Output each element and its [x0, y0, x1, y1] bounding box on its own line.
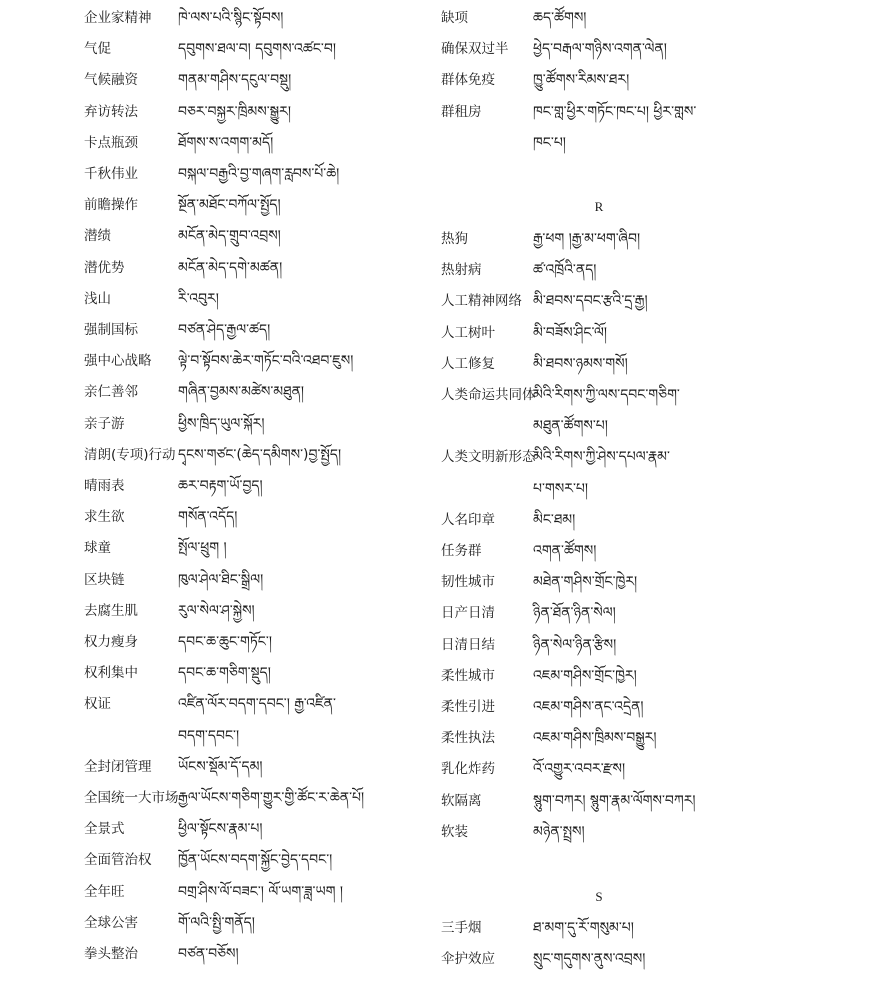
glossary-entry	[84, 569, 434, 591]
tibetan-translation: ཕྱིས་ཁྲིད་ཡུལ་སྐོར།	[178, 415, 265, 432]
tibetan-translation: གསོན་འདོད།	[178, 509, 238, 526]
glossary-entry	[441, 665, 871, 687]
glossary-entry	[441, 790, 871, 812]
chinese-term: 求生欲	[84, 509, 125, 526]
chinese-term: 人工树叶	[441, 324, 495, 341]
tibetan-translation: འགན་ཚོགས།	[533, 543, 597, 559]
glossary-entry	[84, 943, 434, 965]
tibetan-translation: མཉེན་སྤྲས།	[533, 823, 585, 840]
section-letter-s: S	[595, 889, 603, 904]
glossary-entry	[84, 7, 434, 29]
chinese-term: 热射病	[441, 262, 482, 279]
tibetan-translation: ཆར་བརྟག་ཡོ་བྱད།	[178, 478, 263, 494]
chinese-term: 卡点瓶颈	[84, 134, 138, 151]
glossary-entry	[441, 446, 871, 468]
glossary-entry	[84, 381, 434, 403]
glossary-entry	[84, 101, 434, 123]
tibetan-translation: སྙུག་བཀར། སྙུག་རྣམ་ལོགས་བཀར།	[533, 792, 696, 809]
tibetan-translation: ཁྱོན་ཡོངས་བདག་སྐྱོང་བྱེད་དབང་།	[178, 852, 333, 869]
tibetan-translation: ཆད་ཚོགས།	[533, 10, 587, 26]
chinese-term: 柔性执法	[441, 730, 495, 747]
tibetan-translation: པ་གསར་པ།	[533, 480, 588, 497]
tibetan-translation: རྒྱལ་ཡོངས་གཅིག་གྱུར་གྱི་ཚོང་ར་ཆེན་པོ།	[178, 790, 365, 806]
chinese-term: 群体免疫	[441, 72, 495, 89]
glossary-entry	[84, 194, 434, 216]
glossary-entry	[84, 600, 434, 622]
chinese-term: 潜优势	[84, 259, 125, 276]
tibetan-translation: མིའི་རིགས་ཀྱི་ལས་དབང་གཅིག་	[533, 387, 680, 403]
glossary-entry	[441, 727, 871, 749]
glossary-entry	[84, 475, 434, 497]
glossary-entry	[441, 384, 871, 406]
tibetan-translation: ཁང་གླ་ཕྱིར་གཏོང་ཁང་པ། ཕྱིར་གླས་	[533, 103, 697, 120]
tibetan-translation: སྤོལ་ཕྲུག །	[178, 540, 227, 557]
tibetan-translation: ཐ་མག་དུ་རོ་གསུམ་པ།	[533, 920, 634, 936]
tibetan-translation: ཁང་པ།	[533, 134, 566, 151]
tibetan-translation: གོ་ལའི་སྤྱི་གནོད།	[178, 914, 255, 931]
tibetan-translation: གནམ་གཤིས་དངུལ་བསྡུ།	[178, 72, 292, 89]
tibetan-translation: འཇམ་གཤིས་གྲོང་ཁྱེར།	[533, 667, 637, 684]
chinese-term: 人工精神网络	[441, 293, 522, 310]
chinese-term: 企业家精神	[84, 10, 152, 26]
tibetan-translation: ཉིན་ཐོན་ཉིན་སེལ།	[533, 605, 616, 622]
tibetan-translation: མཐུན་ཚོགས་པ།	[533, 418, 608, 435]
tibetan-translation: བཅར་བསྐྱར་ཁྲིམས་སྒྱུར།	[178, 103, 291, 120]
tibetan-translation: ཕྱིལ་སྟོངས་རྣམ་པ།	[178, 821, 263, 838]
chinese-term: 晴雨表	[84, 478, 125, 494]
chinese-term: 群租房	[441, 103, 482, 120]
tibetan-translation: ཁེ་ལས་པའི་སྙིང་སྟོབས།	[178, 10, 284, 26]
chinese-term: 软装	[441, 823, 468, 840]
chinese-term: 气促	[84, 41, 111, 58]
chinese-term: 前瞻操作	[84, 197, 138, 214]
chinese-term: 软隔离	[441, 792, 482, 809]
glossary-entry	[441, 259, 871, 281]
tibetan-translation: བགྲ་ཤིས་ལོ་བཟང་། ལོ་ཡག་ཟླ་ཡག །	[178, 883, 344, 900]
chinese-term: 全年旺	[84, 883, 125, 900]
glossary-entry	[441, 7, 871, 29]
chinese-term: 全景式	[84, 821, 125, 838]
tibetan-translation: བདག་དབང་།	[178, 727, 240, 744]
tibetan-translation: བསྐལ་བརྒྱའི་བྱ་གཞག་རླབས་པོ་ཆེ།	[178, 166, 340, 182]
glossary-entry	[441, 228, 871, 250]
chinese-term: 任务群	[441, 543, 482, 559]
glossary-entry	[84, 662, 434, 684]
chinese-term: 日清日结	[441, 636, 495, 653]
glossary-entry	[84, 444, 434, 466]
chinese-term: 人工修复	[441, 355, 495, 372]
glossary-entry	[84, 132, 434, 154]
glossary-entry	[441, 38, 871, 60]
chinese-term: 强制国标	[84, 322, 138, 338]
glossary-entry	[84, 257, 434, 279]
tibetan-translation: སྲུང་གདུགས་ནུས་འབྲས།	[533, 951, 646, 968]
chinese-term: 全国统一大市场	[84, 790, 179, 806]
tibetan-translation: ཁུལ་ཤེལ་ཐིང་སྒྲིལ།	[178, 571, 264, 588]
tibetan-translation: དབུགས་ཐལ་བ། དབུགས་འཚང་བ།	[178, 41, 336, 58]
chinese-term: 人类文明新形态	[441, 449, 536, 466]
chinese-term: 伞护效应	[441, 951, 495, 968]
glossary-entry	[84, 756, 434, 778]
glossary-entry	[84, 631, 434, 653]
chinese-term: 全封闭管理	[84, 758, 152, 775]
tibetan-translation: མིའི་རིགས་ཀྱི་ཤེས་དཔལ་རྣམ་	[533, 449, 670, 466]
tibetan-translation: རུལ་སེལ་ཤ་སྐྱེས།	[178, 602, 255, 619]
chinese-term: 亲子游	[84, 415, 125, 432]
chinese-term: 气候融资	[84, 72, 138, 89]
glossary-entry	[84, 787, 434, 809]
glossary-entry	[84, 537, 434, 559]
tibetan-translation: རྒྱ་ཕག །རྒྱ་མ་ཕག་ཞིབ།	[533, 231, 641, 247]
chinese-term: 权利集中	[84, 665, 138, 682]
chinese-term: 确保双过半	[441, 41, 509, 58]
chinese-term: 球童	[84, 540, 111, 557]
tibetan-translation: ཚ་འཁྲོའི་ནད།	[533, 262, 597, 279]
chinese-term: 权力瘦身	[84, 634, 138, 650]
chinese-term: 缺项	[441, 10, 468, 26]
glossary-entry	[441, 540, 871, 562]
glossary-entry	[84, 225, 434, 247]
chinese-term: 全面管治权	[84, 852, 152, 869]
chinese-term: 柔性引进	[441, 699, 495, 715]
tibetan-translation: ཕྱེད་བརྒལ་གཉིས་འགན་ལེན།	[533, 41, 667, 58]
tibetan-translation: མངོན་མེད་གྲུབ་འབྲས།	[178, 228, 281, 245]
glossary-entry	[441, 322, 871, 344]
glossary-entry	[441, 917, 871, 939]
glossary-entry	[441, 634, 871, 656]
glossary-entry	[84, 881, 434, 903]
tibetan-translation: བཙན་བཅོས།	[178, 946, 239, 962]
chinese-term: 柔性城市	[441, 667, 495, 684]
glossary-entry	[441, 101, 871, 123]
tibetan-translation: མངོན་མེད་དགེ་མཚན།	[178, 259, 283, 276]
glossary-entry	[441, 602, 871, 624]
chinese-term: 乳化炸药	[441, 761, 495, 778]
tibetan-translation: འོ་འགྱུར་འབར་རྫས།	[533, 761, 626, 778]
glossary-entry	[84, 818, 434, 840]
chinese-term: 亲仁善邻	[84, 384, 138, 401]
chinese-term: 浅山	[84, 290, 111, 307]
glossary-entry	[441, 821, 871, 843]
chinese-term: 弃访转法	[84, 103, 138, 120]
tibetan-translation: དབང་ཆ་གཅིག་སྡུད།	[178, 665, 271, 682]
chinese-term: 千秋伟业	[84, 166, 138, 182]
tibetan-translation: རི་འབུར།	[178, 290, 219, 307]
tibetan-translation: མི་ཐབས་ཉམས་གསོ།	[533, 355, 628, 372]
chinese-term: 日产日清	[441, 605, 495, 622]
tibetan-translation: མིང་ཐམ།	[533, 511, 576, 528]
glossary-entry	[84, 288, 434, 310]
glossary-entry	[441, 696, 871, 718]
chinese-term: 热狗	[441, 231, 468, 247]
tibetan-translation: མི་བཟོས་ཤིང་ལོ།	[533, 324, 607, 341]
glossary-entry	[84, 413, 434, 435]
glossary-entry	[441, 478, 871, 500]
tibetan-translation: མི་ཐབས་དབང་རྩའི་དྲ་རྒྱ།	[533, 293, 648, 310]
chinese-term: 权证	[84, 696, 111, 713]
tibetan-translation: ཡོངས་སྡོམ་དོ་དམ།	[178, 758, 263, 775]
glossary-entry	[84, 163, 434, 185]
glossary-entry	[84, 69, 434, 91]
chinese-term: 人类命运共同体	[441, 387, 536, 403]
glossary-entry	[441, 69, 871, 91]
glossary-entry	[84, 38, 434, 60]
chinese-term: 三手烟	[441, 920, 482, 936]
glossary-entry	[84, 350, 434, 372]
tibetan-translation: དྭངས་གཙང་(ཆེད་དམིགས་)བྱ་སྤྱོད།	[178, 446, 342, 463]
glossary-entry	[84, 912, 434, 934]
glossary-entry	[441, 509, 871, 531]
chinese-term: 拳头整治	[84, 946, 138, 962]
tibetan-translation: བཙན་ཤེད་རྒྱལ་ཚད།	[178, 322, 271, 338]
chinese-term: 全球公害	[84, 914, 138, 931]
section-letter-r: R	[594, 199, 604, 214]
glossary-entry	[441, 948, 871, 970]
glossary-entry	[441, 290, 871, 312]
chinese-term: 区块链	[84, 571, 125, 588]
glossary-entry	[84, 725, 434, 747]
tibetan-translation: མཐེན་གཤིས་གྲོང་ཁྱེར།	[533, 574, 638, 591]
tibetan-translation: ལྟེ་བ་སྟོབས་ཆེར་གཏོང་བའི་འཐབ་ཇུས།	[178, 353, 354, 370]
tibetan-translation: འཇམ་གཤིས་ནང་འདྲེན།	[533, 699, 644, 715]
glossary-entry	[441, 415, 871, 437]
tibetan-translation: ཉིན་སེལ་ཉིན་རྩིས།	[533, 636, 617, 653]
tibetan-translation: གཞིན་བྱམས་མཚེས་མཐུན།	[178, 384, 305, 401]
glossary-entry	[441, 353, 871, 375]
tibetan-translation: དབང་ཆ་ཆུང་གཏོང་།	[178, 634, 272, 650]
chinese-term: 清朗(专项)行动	[84, 446, 176, 463]
glossary-entry	[84, 849, 434, 871]
glossary-entry	[84, 693, 434, 715]
tibetan-translation: འཇམ་གཤིས་ཁྲིམས་བསྒྱུར།	[533, 730, 657, 747]
chinese-term: 去腐生肌	[84, 602, 138, 619]
tibetan-translation: ཐོགས་ས་འགག་མདོ།	[178, 134, 274, 151]
glossary-entry	[441, 758, 871, 780]
tibetan-translation: འཛིན་ལོར་བདག་དབང་། རྒྱ་འཛིན་	[178, 696, 336, 713]
chinese-term: 强中心战略	[84, 353, 152, 370]
tibetan-translation: སྔོན་མཐོང་བཀོལ་སྤྱོད།	[178, 197, 281, 214]
chinese-term: 韧性城市	[441, 574, 495, 591]
tibetan-translation: ཁྱུ་ཚོགས་རིམས་ཐར།	[533, 72, 630, 89]
chinese-term: 潜绩	[84, 228, 111, 245]
glossary-entry	[84, 506, 434, 528]
glossary-entry	[84, 319, 434, 341]
glossary-entry	[441, 571, 871, 593]
chinese-term: 人名印章	[441, 511, 495, 528]
glossary-entry	[441, 132, 871, 154]
